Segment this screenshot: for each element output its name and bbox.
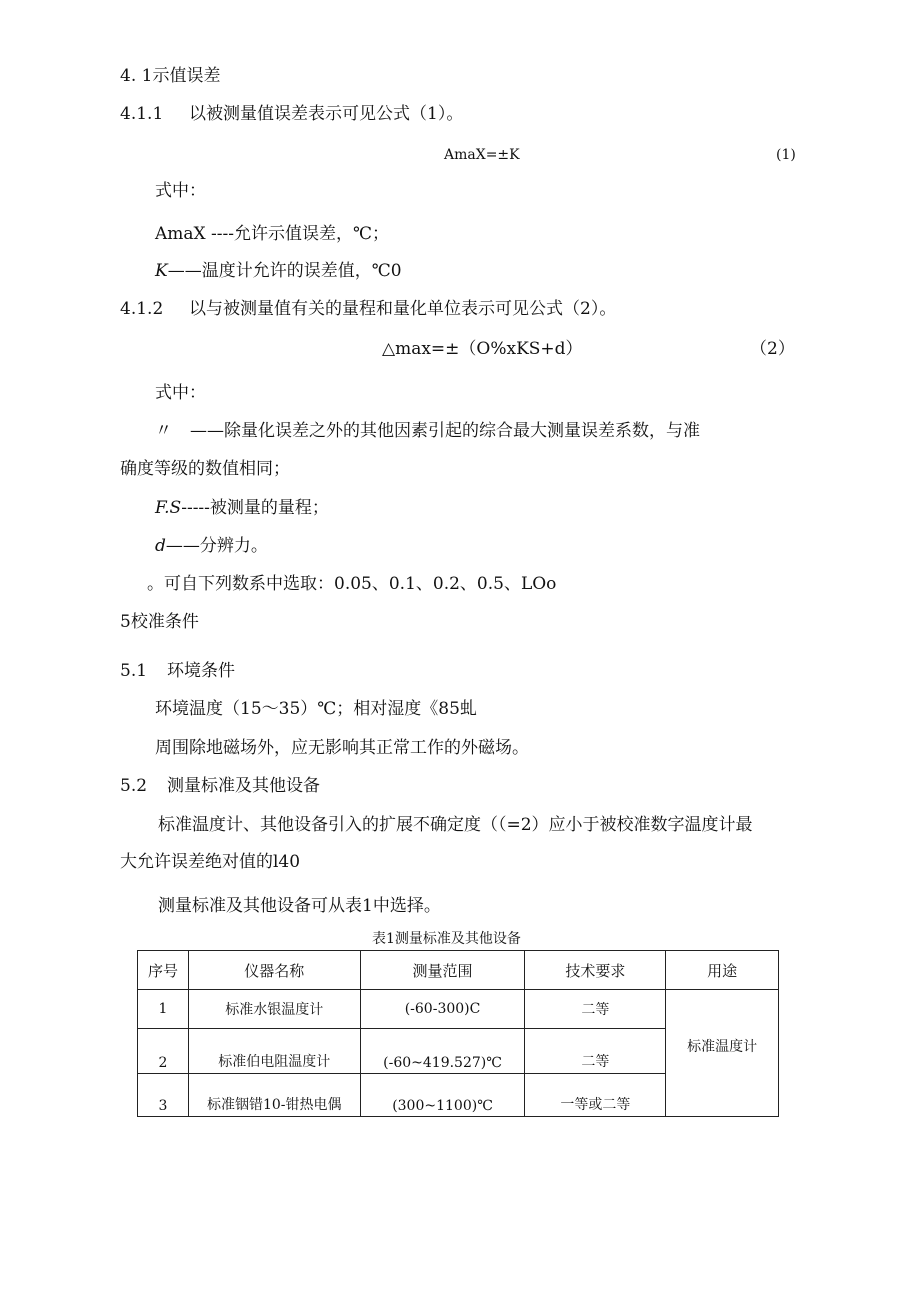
header-requirement: 技术要求 — [525, 951, 666, 990]
definition-coefficient — [155, 420, 700, 442]
header-name: 仪器名称 — [188, 951, 360, 990]
definition-k-text: ——温度计允许的误差值，℃0 — [167, 261, 402, 281]
environment-temperature: 环境温度（15～35）℃；相对湿度《85虬 — [155, 699, 477, 719]
section-4-1-2-number: 4.1.2 — [120, 299, 164, 319]
section-4-1-2-text: 以与被测量值有关的量程和量化单位表示可见公式（2）。 — [189, 299, 617, 319]
definition-coefficient-text: ——除量化误差之外的其他因素引起的综合最大测量误差系数，与准 — [190, 421, 700, 441]
selection-note: 。可自下列数系中选取：0.05、0.1、0.2、0.5、LOo — [147, 574, 557, 594]
definition-d-text: ——分辨力。 — [165, 536, 268, 556]
section-4-1-1-number: 4.1.1 — [120, 104, 164, 124]
definition-d — [155, 535, 268, 557]
section-5-1-title: 环境条件 — [167, 661, 235, 681]
uncertainty-paragraph-continued: 大允许误差绝对值的l40 — [120, 852, 301, 872]
definition-d-var: d — [155, 536, 166, 556]
cell-no: 1 — [138, 990, 189, 1029]
formula-2-number: （2） — [750, 339, 795, 359]
formula-1-number: (1) — [776, 147, 796, 163]
definition-amax: AmaX ----允许示值误差，℃； — [155, 224, 390, 244]
cell-range: (-60-300)C — [360, 990, 525, 1029]
definition-fs-text: -----被测量的量程； — [181, 498, 329, 518]
section-5-1-number: 5.1 — [120, 661, 148, 681]
cell-no: 3 — [138, 1074, 189, 1117]
cell-requirement: 一等或二等 — [525, 1074, 666, 1117]
header-no: 序号 — [138, 951, 189, 990]
definition-coefficient-continued: 确度等级的数值相同； — [120, 459, 290, 479]
definition-fs-var: F.S — [155, 498, 182, 518]
where-label-2: 式中： — [155, 383, 206, 403]
uncertainty-paragraph: 标准温度计、其他设备引入的扩展不确定度（（=2）应小于被校准数字温度计最 — [158, 815, 753, 835]
cell-range: (300~1100)℃ — [360, 1074, 525, 1117]
header-use: 用途 — [666, 951, 779, 990]
section-4-1-1-text: 以被测量值误差表示可见公式（1）。 — [189, 104, 464, 124]
definition-coefficient-var: 〃 — [155, 421, 172, 441]
cell-no: 2 — [138, 1029, 189, 1074]
section-4-1-title: 4. 1示值误差 — [120, 66, 221, 86]
section-5-title: 5校准条件 — [120, 612, 199, 632]
cell-name: 标准伯电阻温度计 — [188, 1029, 360, 1074]
definition-k-var: K — [155, 261, 168, 281]
table-row — [138, 990, 779, 1029]
section-5-2-number: 5.2 — [120, 776, 148, 796]
table-header-row — [138, 951, 779, 990]
header-range: 测量范围 — [360, 951, 525, 990]
equipment-table — [137, 950, 779, 1117]
definition-fs — [155, 497, 329, 519]
table-caption: 表1测量标准及其他设备 — [372, 931, 521, 947]
definition-k — [155, 260, 402, 282]
cell-name: 标准水银温度计 — [188, 990, 360, 1029]
cell-requirement: 二等 — [525, 1029, 666, 1074]
cell-use-merged: 标准温度计 — [666, 990, 779, 1117]
where-label-1: 式中： — [155, 181, 206, 201]
cell-range: (-60~419.527)℃ — [360, 1029, 525, 1074]
section-5-2-title: 测量标准及其他设备 — [167, 776, 320, 796]
formula-1: AmaX=±K — [444, 147, 520, 163]
environment-magnetic: 周围除地磁场外，应无影响其正常工作的外磁场。 — [155, 738, 529, 758]
formula-2: △max=±（O%xKS+d） — [382, 339, 583, 359]
cell-requirement: 二等 — [525, 990, 666, 1029]
cell-name: 标准铟错10-钳热电偶 — [188, 1074, 360, 1117]
table-reference: 测量标准及其他设备可从表1中选择。 — [158, 896, 441, 916]
